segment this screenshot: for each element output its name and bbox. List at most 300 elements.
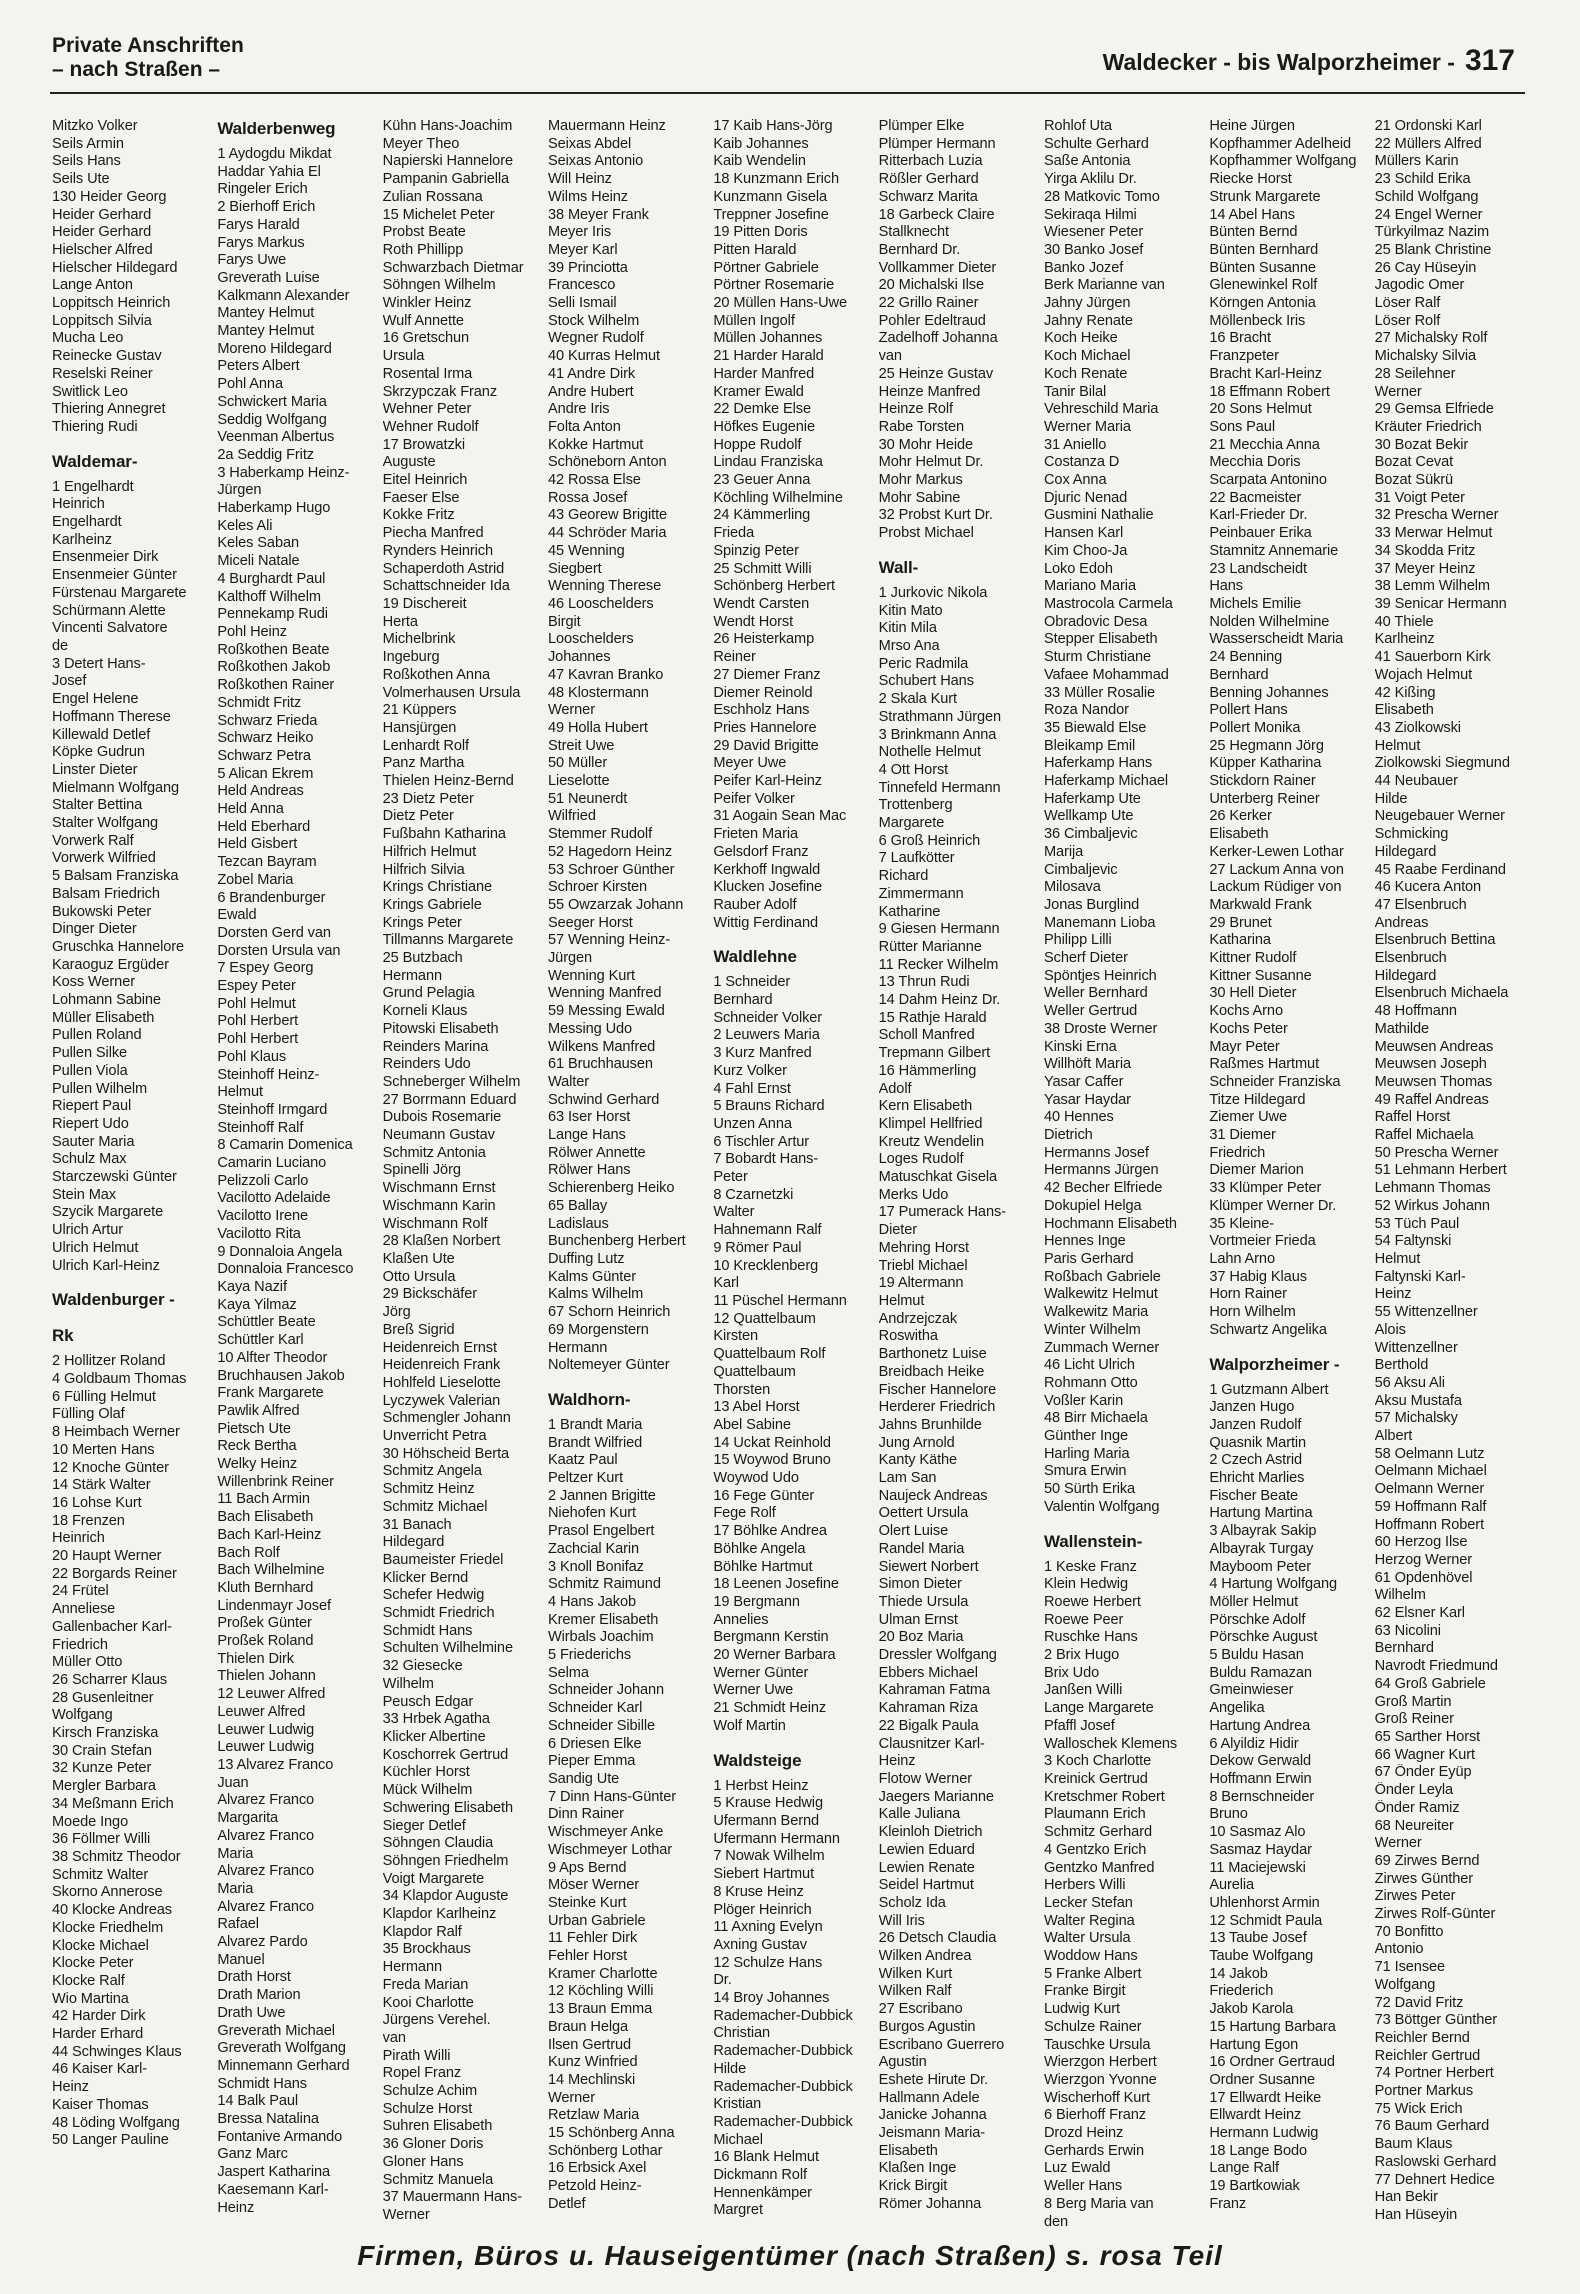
- resident-entry: Alvarez Franco: [217, 1827, 315, 1844]
- resident-entry: Paris Gerhard: [1043, 1251, 1134, 1267]
- resident-entry: Schubert Hans: [878, 673, 974, 690]
- resident-entry: Löser Ralf: [1374, 295, 1441, 312]
- resident-entry: 12 Köchling Willi: [547, 1983, 654, 2000]
- resident-entry: Spöntjes Heinrich: [1043, 967, 1157, 984]
- resident-entry: Mohr Helmut Dr.: [878, 454, 984, 471]
- resident-entry: 35 Kleine-: [1209, 1215, 1275, 1232]
- resident-entry: Hermann: [382, 1959, 442, 1976]
- resident-entry: Jagodic Omer: [1374, 277, 1465, 294]
- resident-entry: Pohl Helmut: [217, 995, 296, 1012]
- resident-entry: 6 Driesen Elke: [547, 1735, 642, 1752]
- resident-entry: Heinz: [878, 1753, 916, 1770]
- resident-entry: Walter Ursula: [1043, 1930, 1131, 1947]
- resident-entry: 12 Quattelbaum: [713, 1310, 816, 1327]
- resident-entry: Kramer Ewald: [713, 383, 804, 400]
- resident-entry: Antonio: [1374, 1941, 1424, 1958]
- resident-entry: Bruno: [1209, 1806, 1248, 1823]
- resident-entry: 7 Dinn Hans-Günter: [547, 1788, 676, 1805]
- resident-entry: Wischerhoff Kurt: [1043, 2089, 1150, 2106]
- resident-entry: Zobel Maria: [217, 871, 294, 888]
- resident-entry: Mayr Peter: [1209, 1038, 1280, 1055]
- resident-entry: 5 Alican Ekrem: [217, 765, 314, 782]
- resident-entry: 13 Alvarez Franco: [217, 1756, 334, 1773]
- resident-entry: Mantey Helmut: [217, 305, 315, 322]
- resident-entry: Söhngen Wilhelm: [382, 277, 496, 294]
- resident-entry: Ordner Susanne: [1209, 2071, 1316, 2088]
- resident-entry: Jung Arnold: [878, 1434, 955, 1451]
- resident-entry: 34 Meßmann Erich: [52, 1795, 174, 1812]
- resident-entry: Klimpel Hellfried: [878, 1115, 983, 1132]
- resident-entry: Helmut: [217, 1084, 263, 1101]
- resident-entry: Meyer Uwe: [713, 755, 787, 772]
- resident-entry: Pullen Roland: [52, 1027, 142, 1044]
- resident-entry: Schattschneider Ida: [382, 578, 510, 595]
- resident-entry: Neugebauer Werner: [1374, 808, 1505, 825]
- resident-entry: Schulte Gerhard: [1043, 135, 1149, 152]
- resident-entry: Spinzig Peter: [713, 542, 799, 559]
- resident-entry: 43 Georew Brigitte: [547, 507, 668, 524]
- resident-entry: 42 Rossa Else: [547, 472, 641, 489]
- resident-entry: Rynders Heinrich: [382, 542, 493, 559]
- resident-entry: Hildegard: [382, 1534, 445, 1551]
- resident-entry: Djuric Nenad: [1043, 489, 1128, 506]
- resident-entry: Farys Uwe: [217, 252, 287, 269]
- resident-entry: Willhöft Maria: [1043, 1056, 1131, 1073]
- resident-entry: Will Heinz: [547, 171, 612, 188]
- resident-entry: Jahny Jürgen: [1043, 295, 1131, 312]
- resident-entry: Stickdorn Rainer: [1209, 773, 1316, 790]
- resident-entry: 17 Kaib Hans-Jörg: [713, 118, 833, 134]
- resident-entry: Jonas Burglind: [1043, 896, 1140, 913]
- resident-entry: Greverath Michael: [217, 2022, 335, 2039]
- resident-entry: 1 Brandt Maria: [547, 1416, 643, 1433]
- resident-entry: Schmitz Manuela: [382, 2171, 494, 2188]
- resident-entry: 13 Thrun Rudi: [878, 974, 970, 991]
- resident-entry: Rauber Adolf: [713, 896, 797, 913]
- resident-entry: Siegbert: [547, 560, 602, 577]
- resident-entry: Will Iris: [878, 1912, 925, 1929]
- resident-entry: 20 Boz Maria: [878, 1629, 964, 1646]
- listing-column: [1209, 118, 1362, 2228]
- resident-entry: 73 Böttger Günther: [1374, 2012, 1497, 2029]
- resident-entry: 56 Aksu Ali: [1374, 1374, 1445, 1391]
- resident-entry: Bergmann Kerstin: [713, 1629, 829, 1646]
- resident-entry: Friederich: [1209, 1983, 1274, 2000]
- resident-entry: Klapdor Karlheinz: [382, 1906, 497, 1923]
- resident-entry: Küpper Katharina: [1209, 755, 1322, 772]
- resident-entry: Steinhoff Irmgard: [217, 1101, 328, 1118]
- resident-entry: 30 Bozat Bekir: [1374, 436, 1469, 453]
- resident-entry: Berthold: [1374, 1357, 1429, 1374]
- resident-entry: 49 Holla Hubert: [547, 719, 648, 736]
- resident-entry: Strathmann Jürgen: [878, 708, 1002, 725]
- resident-entry: Mehring Horst: [878, 1239, 970, 1256]
- resident-entry: Skrzypczak Franz: [382, 383, 498, 400]
- resident-entry: Schulze Rainer: [1043, 2018, 1142, 2035]
- resident-entry: Schüttler Karl: [217, 1332, 304, 1349]
- resident-entry: Fehler Horst: [547, 1948, 628, 1965]
- resident-entry: Gelsdorf Franz: [713, 843, 809, 860]
- resident-entry: Müllers Karin: [1374, 153, 1459, 170]
- resident-entry: Wenning Kurt: [547, 967, 635, 984]
- resident-entry: 70 Bonfitto: [1374, 1923, 1444, 1940]
- resident-entry: den: [1043, 2213, 1069, 2228]
- resident-entry: Ulrich Helmut: [52, 1239, 139, 1256]
- resident-entry: Stein Max: [52, 1186, 116, 1203]
- resident-entry: Schönberg Herbert: [713, 578, 835, 595]
- resident-entry: Wojach Helmut: [1374, 666, 1473, 683]
- resident-entry: Önder Ramiz: [1374, 1799, 1460, 1816]
- resident-entry: Agustin: [878, 2054, 927, 2071]
- resident-entry: 6 Bierhoff Franz: [1043, 2107, 1146, 2124]
- resident-entry: Held Andreas: [217, 783, 304, 800]
- resident-entry: 67 Schorn Heinrich: [547, 1304, 671, 1321]
- resident-entry: Margret: [713, 2202, 763, 2219]
- resident-entry: Pirath Willi: [382, 2047, 451, 2064]
- resident-entry: Siewert Norbert: [878, 1558, 979, 1575]
- resident-entry: 26 Heisterkamp: [713, 631, 815, 648]
- resident-entry: Piecha Manfred: [382, 525, 484, 542]
- running-header: [1103, 44, 1515, 78]
- resident-entry: Kalms Günter: [547, 1268, 637, 1285]
- resident-entry: Kramer Charlotte: [547, 1965, 658, 1982]
- resident-entry: Ulrich Karl-Heinz: [52, 1257, 160, 1274]
- resident-entry: Zachcial Karin: [547, 1540, 640, 1557]
- resident-entry: Andre Hubert: [547, 383, 634, 400]
- resident-entry: 36 Föllmer Willi: [52, 1831, 151, 1848]
- resident-entry: Pohl Herbert: [217, 1031, 299, 1048]
- resident-entry: 16 Bracht: [1209, 330, 1271, 347]
- resident-entry: 31 Voigt Peter: [1374, 489, 1465, 506]
- resident-entry: Harder Manfred: [713, 365, 815, 382]
- resident-entry: Janßen Willi: [1043, 1682, 1123, 1699]
- resident-entry: Keles Ali: [217, 517, 273, 534]
- resident-entry: Sons Paul: [1209, 418, 1275, 435]
- resident-entry: Engel Helene: [52, 691, 139, 708]
- resident-entry: Dinger Dieter: [52, 921, 137, 938]
- resident-entry: Schulz Max: [52, 1151, 127, 1168]
- resident-entry: Wolfgang: [52, 1707, 113, 1724]
- resident-entry: Pullen Viola: [52, 1062, 128, 1079]
- resident-entry: Skorno Annerose: [52, 1884, 163, 1901]
- resident-entry: Michels Emilie: [1209, 595, 1302, 612]
- resident-entry: Prasol Engelbert: [547, 1523, 655, 1540]
- resident-entry: Fußbahn Katharina: [382, 826, 506, 843]
- resident-entry: Schmidt Hans: [217, 2075, 307, 2092]
- resident-entry: 8 Berg Maria van: [1043, 2195, 1154, 2212]
- resident-entry: Bozat Sükrü: [1374, 472, 1454, 489]
- resident-entry: Mecchia Doris: [1209, 454, 1301, 471]
- resident-entry: 59 Messing Ewald: [547, 1003, 665, 1020]
- resident-entry: 62 Elsner Karl: [1374, 1605, 1465, 1622]
- resident-entry: Bach Karl-Heinz: [217, 1526, 322, 1543]
- resident-entry: Peifer Karl-Heinz: [713, 773, 822, 790]
- resident-entry: Plöger Heinrich: [713, 1901, 812, 1918]
- resident-entry: 8 Camarin Domenica: [217, 1137, 353, 1154]
- resident-entry: Jörg: [382, 1304, 411, 1321]
- resident-entry: Wierzgon Yvonne: [1043, 2071, 1157, 2088]
- resident-entry: Schulten Wilhelmine: [382, 1640, 513, 1657]
- resident-entry: 14 Abel Hans: [1209, 206, 1295, 223]
- resident-entry: Schmidt Fritz: [217, 694, 302, 711]
- resident-entry: Klicker Bernd: [382, 1569, 469, 1586]
- resident-entry: 33 Klümper Peter: [1209, 1180, 1322, 1197]
- resident-entry: Hoppe Rudolf: [713, 436, 802, 453]
- resident-entry: Pörtner Gabriele: [713, 259, 819, 276]
- resident-entry: Brix Udo: [1043, 1664, 1100, 1681]
- resident-entry: Meuwsen Andreas: [1374, 1038, 1494, 1055]
- resident-entry: Seils Ute: [52, 171, 110, 188]
- resident-entry: 76 Baum Gerhard: [1374, 2118, 1490, 2135]
- resident-entry: Angelika: [1209, 1700, 1265, 1717]
- resident-entry: Selli Ismail: [547, 295, 617, 312]
- resident-entry: Karlheinz: [52, 531, 112, 548]
- resident-entry: Trottenberg: [878, 797, 953, 814]
- resident-entry: Detlef: [547, 2195, 586, 2212]
- resident-entry: Jaspert Katharina: [217, 2164, 331, 2181]
- resident-entry: Oettert Ursula: [878, 1505, 969, 1522]
- resident-entry: 51 Neunerdt: [547, 790, 628, 807]
- resident-entry: 20 Haupt Werner: [52, 1548, 162, 1565]
- resident-entry: Pohl Klaus: [217, 1048, 287, 1065]
- resident-entry: 11 Fehler Dirk: [547, 1930, 638, 1947]
- resident-entry: Kanty Käthe: [878, 1452, 958, 1469]
- resident-entry: 11 Bach Armin: [217, 1491, 310, 1508]
- resident-entry: Anneliese: [52, 1601, 116, 1618]
- resident-entry: Groß Reiner: [1374, 1711, 1454, 1728]
- resident-entry: Bünten Bernd: [1209, 224, 1298, 241]
- resident-entry: Rütter Marianne: [878, 938, 982, 955]
- resident-entry: 8 Kruse Heinz: [713, 1883, 804, 1900]
- resident-entry: 61 Bruchhausen: [547, 1056, 653, 1073]
- resident-entry: Harling Maria: [1043, 1445, 1130, 1462]
- resident-entry: Jürgen: [217, 482, 262, 499]
- resident-entry: Söhngen Friedhelm: [382, 1852, 509, 1869]
- resident-entry: Schwarz Frieda: [217, 712, 318, 729]
- resident-entry: Kaesemann Karl-: [217, 2181, 329, 2198]
- resident-entry: Proßek Roland: [217, 1633, 314, 1650]
- resident-entry: 64 Groß Gabriele: [1374, 1675, 1486, 1692]
- resident-entry: Haberkamp Hugo: [217, 500, 331, 517]
- resident-entry: 6 Groß Heinrich: [878, 832, 981, 849]
- resident-entry: Weller Hans: [1043, 2178, 1123, 2195]
- resident-entry: Bernhard Dr.: [878, 241, 961, 258]
- resident-entry: Roewe Peer: [1043, 1611, 1124, 1628]
- resident-entry: Franz: [1209, 2195, 1247, 2212]
- resident-entry: Wehner Rudolf: [382, 418, 479, 435]
- resident-entry: 66 Wagner Kurt: [1374, 1746, 1475, 1763]
- resident-entry: 48 Klostermann: [547, 684, 649, 701]
- resident-entry: 35 Brockhaus: [382, 1941, 471, 1958]
- resident-entry: Zummach Werner: [1043, 1339, 1160, 1356]
- resident-entry: Philipp Lilli: [1043, 932, 1112, 949]
- resident-entry: Hoffmann Therese: [52, 708, 171, 725]
- resident-entry: 30 Crain Stefan: [52, 1742, 152, 1759]
- resident-entry: 41 Andre Dirk: [547, 365, 636, 382]
- resident-entry: Volmerhausen Ursula: [382, 684, 521, 701]
- resident-entry: Wilken Andrea: [878, 1948, 972, 1965]
- resident-entry: Bozat Cevat: [1374, 454, 1454, 471]
- resident-entry: 55 Owzarzak Johann: [547, 896, 684, 913]
- resident-entry: Wilfried: [547, 808, 596, 825]
- resident-entry: Mastrocola Carmela: [1043, 595, 1173, 612]
- resident-entry: 12 Schmidt Paula: [1209, 1912, 1323, 1929]
- resident-entry: Hilfrich Helmut: [382, 843, 477, 860]
- resident-entry: 37 Habig Klaus: [1209, 1268, 1307, 1285]
- resident-entry: Wierzgon Herbert: [1043, 2054, 1157, 2071]
- resident-entry: Olert Luise: [878, 1523, 949, 1540]
- resident-entry: Annelies: [713, 1611, 769, 1628]
- listing-columns: [52, 118, 1528, 2228]
- resident-entry: Otto Ursula: [382, 1268, 456, 1285]
- resident-entry: 14 Jakob: [1209, 1965, 1268, 1982]
- resident-entry: 14 Stärk Walter: [52, 1477, 151, 1494]
- resident-entry: 30 Höhscheid Berta: [382, 1445, 510, 1462]
- resident-entry: 41 Sauerborn Kirk: [1374, 649, 1491, 666]
- resident-entry: Heine Jürgen: [1209, 118, 1295, 134]
- header-rule: [50, 92, 1525, 94]
- resident-entry: Schefer Hedwig: [382, 1587, 485, 1604]
- resident-entry: Yasar Caffer: [1043, 1073, 1124, 1090]
- street-heading: Walporzheimer -: [1209, 1354, 1340, 1374]
- resident-entry: 20 Müllen Hans-Uwe: [713, 295, 847, 312]
- resident-entry: Bernhard: [713, 992, 773, 1009]
- resident-entry: 36 Gloner Doris: [382, 2136, 484, 2153]
- resident-entry: Roßkothen Beate: [217, 641, 330, 658]
- resident-entry: 26 Scharrer Klaus: [52, 1671, 168, 1688]
- resident-entry: Marija: [1043, 843, 1084, 860]
- resident-entry: Leuwer Alfred: [217, 1703, 306, 1720]
- resident-entry: Alvarez Franco: [217, 1863, 315, 1880]
- resident-entry: 3 Brinkmann Anna: [878, 726, 997, 743]
- street-heading: Waldlehne: [713, 947, 797, 967]
- resident-entry: Dorsten Gerd van: [217, 924, 331, 941]
- resident-entry: 16 Lohse Kurt: [52, 1494, 142, 1511]
- resident-entry: 16 Hämmerling: [878, 1062, 977, 1079]
- resident-entry: Kräuter Friedrich: [1374, 418, 1482, 435]
- resident-entry: 63 Iser Horst: [547, 1109, 631, 1126]
- resident-entry: Taube Wolfgang: [1209, 1948, 1314, 1965]
- resident-entry: Helmut: [1374, 737, 1421, 754]
- resident-entry: Hoffmann Erwin: [1209, 1770, 1312, 1787]
- resident-entry: Mitzko Volker: [52, 118, 138, 134]
- resident-entry: Fürstenau Margarete: [52, 584, 187, 601]
- resident-entry: Mathilde: [1374, 1020, 1430, 1037]
- resident-entry: Maria: [217, 1880, 254, 1897]
- resident-entry: 18 Effmann Robert: [1209, 383, 1330, 400]
- resident-entry: 3 Detert Hans-: [52, 655, 146, 672]
- resident-entry: Berk Marianne van: [1043, 277, 1165, 294]
- resident-entry: 20 Werner Barbara: [713, 1647, 836, 1664]
- resident-entry: Kristian: [713, 2096, 762, 2113]
- resident-entry: Johannes: [547, 649, 611, 666]
- resident-entry: 33 Hrbek Agatha: [382, 1711, 490, 1728]
- resident-entry: 20 Michalski Ilse: [878, 277, 985, 294]
- resident-entry: Thielen Heinz-Bernd: [382, 773, 514, 790]
- resident-entry: Werner: [547, 702, 595, 719]
- resident-entry: Janzen Rudolf: [1209, 1416, 1302, 1433]
- resident-entry: Sturm Christiane: [1043, 649, 1152, 666]
- resident-entry: Heinz: [52, 2079, 89, 2096]
- resident-entry: Bleikamp Emil: [1043, 737, 1136, 754]
- resident-entry: Lange Hans: [547, 1127, 626, 1144]
- resident-entry: Heider Gerhard: [52, 206, 152, 223]
- resident-entry: Kühn Hans-Joachim: [382, 118, 513, 134]
- resident-entry: Bach Rolf: [217, 1544, 280, 1561]
- resident-entry: Ringeler Erich: [217, 181, 308, 198]
- resident-entry: Pitten Harald: [713, 241, 797, 258]
- resident-entry: Hermanns Josef: [1043, 1144, 1149, 1161]
- resident-entry: Kunzmann Gisela: [713, 188, 828, 205]
- resident-entry: Pohl Herbert: [217, 1013, 299, 1030]
- street-heading: Rk: [52, 1326, 74, 1346]
- resident-entry: Wischmeyer Lothar: [547, 1841, 672, 1858]
- resident-entry: Abel Sabine: [713, 1416, 791, 1433]
- resident-entry: Probst Michael: [878, 525, 974, 542]
- resident-entry: 53 Tüch Paul: [1374, 1215, 1460, 1232]
- resident-entry: Ropel Franz: [382, 2065, 462, 2082]
- resident-entry: 29 David Brigitte: [713, 737, 819, 754]
- resident-entry: Rafael: [217, 1916, 259, 1933]
- resident-entry: Walter: [547, 1073, 590, 1090]
- resident-entry: Lange Ralf: [1209, 2160, 1279, 2177]
- resident-entry: Kim Choo-Ja: [1043, 542, 1128, 559]
- street-heading: Wallenstein-: [1043, 1531, 1143, 1551]
- resident-entry: Ensenmeier Günter: [52, 567, 177, 584]
- resident-entry: Schneider Franziska: [1209, 1073, 1341, 1090]
- resident-entry: Hansjürgen: [382, 719, 457, 736]
- resident-entry: 12 Leuwer Alfred: [217, 1686, 326, 1703]
- resident-entry: 53 Schroer Günther: [547, 861, 675, 878]
- resident-entry: Horn Rainer: [1209, 1286, 1287, 1303]
- resident-entry: Freda Marian: [382, 1976, 469, 1993]
- resident-entry: 46 Kaiser Karl-: [52, 2061, 148, 2078]
- resident-entry: Costanza D: [1043, 454, 1120, 471]
- resident-entry: Schmitz Angela: [382, 1463, 482, 1480]
- resident-entry: 6 Fülling Helmut: [52, 1388, 156, 1405]
- resident-entry: Breidbach Heike: [878, 1363, 985, 1380]
- resident-entry: Jeismann Maria-: [878, 2125, 986, 2142]
- resident-entry: Lieselotte: [547, 773, 610, 790]
- resident-entry: Moede Ingo: [52, 1813, 129, 1830]
- resident-entry: Kleinloh Dietrich: [878, 1824, 983, 1841]
- resident-entry: Pohl Heinz: [217, 623, 287, 640]
- resident-entry: Rabe Torsten: [878, 418, 964, 435]
- resident-entry: Haferkamp Ute: [1043, 790, 1141, 807]
- resident-entry: Alvarez Pardo: [217, 1934, 308, 1951]
- resident-entry: Wilken Ralf: [878, 1983, 952, 2000]
- resident-entry: 2 Jannen Brigitte: [547, 1487, 656, 1504]
- resident-entry: Navrodt Friedmund: [1374, 1658, 1498, 1675]
- resident-entry: 2 Bierhoff Erich: [217, 199, 316, 216]
- resident-entry: Gusmini Nathalie: [1043, 507, 1154, 524]
- resident-entry: Schmidt Hans: [382, 1622, 473, 1639]
- resident-entry: Braun Helga: [547, 2018, 629, 2035]
- resident-entry: Klucken Josefine: [713, 879, 823, 896]
- resident-entry: 40 Thiele: [1374, 613, 1434, 630]
- resident-entry: Werner Uwe: [713, 1682, 794, 1699]
- resident-entry: Quattelbaum: [713, 1363, 796, 1380]
- resident-entry: Gloner Hans: [382, 2153, 464, 2170]
- resident-entry: Miceli Natale: [217, 553, 300, 570]
- resident-entry: Riecke Horst: [1209, 171, 1292, 188]
- resident-entry: Drath Horst: [217, 1969, 291, 1986]
- resident-entry: Ehricht Marlies: [1209, 1470, 1305, 1487]
- resident-entry: Hildegard: [1374, 843, 1437, 860]
- resident-entry: Kahraman Fatma: [878, 1682, 991, 1699]
- resident-entry: Manuel: [217, 1951, 265, 1968]
- resident-entry: Michael: [713, 2131, 763, 2148]
